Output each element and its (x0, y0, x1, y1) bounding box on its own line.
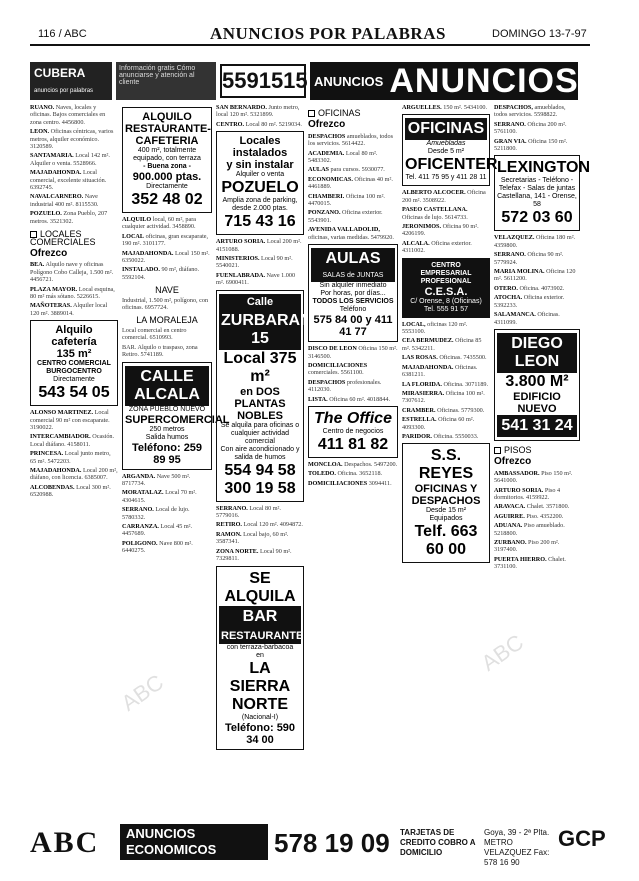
classified-item: LOCAL oficinas, gran escaparate, 190 m². 3101177. (122, 232, 209, 248)
classified-item: ESTRELLA. Oficina 60 m². 4093300. (402, 416, 475, 431)
column-5 (402, 104, 498, 814)
classified-item: LEON. Oficinas céntricas, varios metros, alquiler económico. 3120589. (30, 128, 114, 151)
classified-item: POZUELO. Zona Pueblo, 207 metros. 3521302. (30, 210, 108, 225)
classified-item: AGUIRRE. Piso. 4352200. (494, 512, 564, 520)
section-pisos: PISOS (494, 447, 580, 454)
classified-item: ARGUELLES. 150 m². 5434100. (402, 104, 488, 111)
ofrezco-label: Ofrezco (308, 119, 346, 131)
ad-zurbaran: Calle ZURBARAN, 15 Local 375 m² en DOS PLANTAS NOBLES Se alquila para oficinas o cualquier actividad comercial Con aire acondicionado y salida de humos 554 94 58 300 19 58 (216, 290, 304, 502)
classified-item: DESPACHOS amueblados, todos los servicios. 5614422. (308, 132, 393, 148)
classified-item: ADUANA. Piso amueblado. 5218800. (494, 522, 565, 537)
classified-item: ARAVACA. Chalet. 3571800. (494, 503, 570, 511)
classified-item: SERRANO. Local de lujo. 5780332. (122, 506, 190, 521)
page-header (0, 0, 620, 48)
banner-info: Información gratis Cómo anunciarse y atención al cliente (116, 62, 216, 100)
classified-item: MAJADAHONDA. Local 150 m². 6350022. (122, 249, 210, 265)
classified-item: MAJADAHONDA. Local 200 m², diáfano, con licencia. 6385007. (30, 467, 118, 482)
classified-item: ACADEMIA. Local 80 m². 5483302. (308, 149, 378, 165)
nave-text: Industrial, 1.500 m², polígono, con oficinas. 6957724. (122, 296, 209, 312)
classified-item: PUERTA HIERRO. Chalet. 3731100. (494, 555, 566, 571)
classified-item: VELAZQUEZ. Oficina 180 m². 4359800. (494, 234, 576, 249)
classified-item: RETIRO. Local 120 m². 4094872. (216, 521, 303, 529)
tarjetas-credito: TARJETAS DE CREDITO COBRO A DOMICILIO (400, 828, 476, 857)
ad-lexington: LEXINGTON Secretarias - Teléfono - Telefax - Salas de juntas Castellana, 141 - Orense, 58 572 03 60 (494, 155, 580, 231)
classified-item: ALBERTO ALCOCER. Oficina 200 m². 3508922. (402, 189, 486, 204)
page-date: DOMINGO 13-7-97 (492, 28, 587, 40)
classified-item: MORATALAZ. Local 70 m². 4304615. (122, 489, 197, 504)
footer-phone: 578 19 09 (274, 828, 390, 858)
header-rule (30, 44, 590, 46)
classified-item: AMBASSADOR. Piso 150 m². 5641000. (494, 469, 573, 485)
classified-item: LOCAL, oficinas 120 m². 5553100. (402, 320, 468, 336)
classified-item: SALAMANCA. Oficinas. 4311099. (494, 311, 560, 326)
abc-logo: ABC (30, 826, 100, 859)
page-number: 116 / ABC (38, 28, 87, 40)
ofrezco-label: Ofrezco (30, 247, 68, 259)
banner-anuncios: ANUNCIOS ANUNCIOS AN (310, 62, 578, 100)
classified-item: GRAN VIA. Oficina 150 m². 5211800. (494, 137, 568, 153)
nave-head: NAVE (155, 285, 179, 296)
classified-item: ECONOMICAS. Oficinas 40 m². 4461889. (308, 175, 393, 191)
ad-cafeteria: Alquilo cafetería 135 m² CENTRO COMERCIAL BURGOCENTRO Directamente 543 54 05 (30, 320, 118, 406)
classified-item: INTERCAMBIADOR. Ocasión. Local diáfano. 4158011. (30, 433, 115, 448)
classified-item: ZONA NORTE. Local 90 m². 7329811. (216, 547, 292, 563)
abc-watermark: ABC (116, 669, 169, 716)
classified-item: DESPACHOS profesionales. 4112030. (308, 378, 382, 394)
cubera-logo: CUBERA anuncios por palabras (30, 62, 112, 100)
column-6 (494, 104, 591, 814)
classified-item: SANTAMARIA. Local 142 m². Alquiler o venta. 5528966. (30, 152, 110, 167)
classified-item: OTERO. Oficina. 4073902. (494, 284, 565, 292)
ad-diego-leon: DIEGO LEON 3.800 M² EDIFICIO NUEVO 541 31 24 (494, 329, 580, 441)
classified-item: FUENLABRADA. Nave 1.000 m². 6900411. (216, 271, 296, 287)
classified-item: PONZANO. Oficina exterior. 5543901. (308, 209, 383, 224)
column-3 (216, 104, 317, 814)
classified-item: PASEO CASTELLANA. Oficinas de lujo. 5614733. (402, 206, 468, 221)
classified-item: CENTRO. Local 80 m². 5219034. (216, 120, 302, 128)
classified-item: ALQUILO local, 60 m², para cualquier actividad. 3458890. (122, 216, 197, 231)
classified-item: MAJADAHONDA. Local comercial, excelente situación. 6392745. (30, 169, 107, 192)
ad-cesa: CENTRO EMPRESARIAL PROFESIONAL C.E.S.A. C/ Orense, 8 (Oficinas) Tel. 555 91 57 (402, 258, 490, 318)
classified-item: CEA BERMUDEZ. Oficina 85 m². 5342211. (402, 337, 482, 352)
classified-item: SERRANO. Local 80 m². 5779016. (216, 504, 281, 520)
section-locales: LOCALES COMERCIALES (30, 229, 96, 247)
ad-ss-reyes: S.S. REYES OFICINAS Y DESPACHOS Desde 15 m² Equipados Telf. 663 60 00 (402, 443, 490, 563)
classified-item: SERRANO. Oficina 200 m². 5761100. (494, 120, 567, 136)
classified-item: JERONIMOS. Oficina 90 m². 4206199. (402, 223, 479, 238)
classified-item: RAMON. Local bajo, 60 m². 3587341. (216, 530, 289, 546)
ad-pozuelo: Locales instalados y sin instalar Alquiler o venta POZUELO Amplia zona de parking, desde 2.000 ptas. 715 43 16 (216, 131, 304, 235)
classified-item: INSTALADO. 90 m², diáfano. 5592104. (122, 266, 200, 281)
classified-item: DOMICILIACIONES 3094411. (308, 479, 392, 487)
banner-phone: 5591515 (220, 64, 306, 98)
column-1 (30, 104, 118, 814)
classified-item: AULAS para cursos. 5930077. (308, 166, 385, 174)
classified-item: ALCALA. Oficina exterior. 4311002. (402, 239, 472, 255)
anuncios-economicos: ANUNCIOS ECONOMICOS (120, 824, 268, 860)
footer-address: Goya, 39 - 2ª Plta. METRO VELAZQUEZ Fax: 578 16 90 (484, 828, 550, 867)
classified-item: ALONSO MARTINEZ. Local comercial 90 m² con escaparate. 3190022. (30, 409, 110, 431)
classified-item: ALCOBENDAS. Local 300 m². 6520988. (30, 483, 111, 499)
classified-item: LISTA. Oficina 60 m². 4018844. (308, 395, 391, 403)
classified-item: AVENIDA VALLADOLID, oficinas, varias medidas. 5479920. (308, 226, 394, 241)
classified-item: CRAMBER. Oficinas. 5779300. (402, 406, 485, 414)
bar-text: BAR. Alquilo o traspaso, zona Retiro. 5741189. (122, 343, 198, 359)
section-oficinas: OFICINAS (308, 110, 398, 117)
classified-item: PLAZA MAYOR. Local esquina, 80 m² más sótano. 5226615. (30, 285, 115, 300)
classified-item: MIRASIERRA. Oficina 100 m². 7307612. (402, 389, 485, 405)
classified-item: DESPACHOS, amueblados, todos servicios. 5598822. (494, 104, 566, 119)
classified-item: TOLEDO. Oficina. 3652118. (308, 470, 383, 478)
classified-item: ZURBANO. Piso 200 m². 3197400. (494, 538, 560, 554)
footer-banner (30, 822, 606, 867)
classified-item: MONCLOA. Despachos. 5497200. (308, 460, 398, 468)
ad-the-office: The Office Centro de negocios 411 81 82 (308, 406, 398, 458)
gcp-logo: GCP (558, 826, 606, 851)
classified-item: PARIDOR. Oficina. 5550033. (402, 432, 479, 440)
ad-calle-alcala: CALLE ALCALA ZONA PUEBLO NUEVO SUPERCOMERCIAL 250 metros Salida humos Teléfono: 259 89 95 (122, 362, 212, 470)
classified-item: MAÑOTERAS. Alquiler local 120 m². 3889014. (30, 302, 108, 317)
classified-item: ATOCHA. Oficina exterior. 5392233. (494, 294, 565, 309)
classified-item: LA FLORIDA. Oficina. 3071189. (402, 380, 489, 388)
ofrezco-label: Ofrezco (494, 456, 532, 468)
moraleja-head: LA MORALEJA (136, 315, 198, 326)
classified-item: NAVALCARNERO. Nave industrial 400 m². 8115530. (30, 193, 99, 208)
classified-item: ARTURO SORIA. Piso 4 dormitorios. 4159922. (494, 486, 561, 501)
classified-item: LAS ROSAS. Oficinas. 7435500. (402, 354, 487, 362)
classified-item: ARTURO SORIA. Local 200 m². 4151088. (216, 238, 302, 253)
classified-item: MARIA MOLINA. Oficina 120 m². 5611200. (494, 268, 576, 283)
moraleja-text: Local comercial en centro comercial. 6510993. (122, 326, 187, 342)
ad-bar-restaurante: SE ALQUILA BAR RESTAURANTE con terraza-barbacoa en LA SIERRA NORTE (Nacional-I) Teléfono: 590 34 00 (216, 566, 304, 750)
classified-item: SAN BERNARDO. Junto metro, local 120 m². 5321899. (216, 104, 300, 119)
classified-item: PRINCESA. Local junto metro, 65 m². 5472203. (30, 450, 111, 465)
ad-oficenter: OFICINAS Amuebladas Desde 5 m² OFICENTER Tel. 411 75 95 y 411 28 11 (402, 114, 490, 186)
classified-item: DOMICILIACIONES comerciales. 5561100. (308, 361, 368, 377)
classified-item: CHAMBERI. Oficina 100 m². 4470015. (308, 192, 385, 208)
column-4 (308, 104, 398, 814)
classified-item: CARRANZA. Local 45 m². 4457689. (122, 522, 193, 538)
classified-item: ARGANDA. Nave 500 m². 8717734. (122, 472, 191, 487)
abc-watermark: ABC (476, 629, 529, 676)
ad-restaurante: ALQUILO RESTAURANTE-CAFETERIA 400 m², totalmente equipado, con terraza - Buena zona - 900.000 ptas. Directamente 352 48 02 (122, 107, 212, 213)
classified-item: DISCO DE LEON Oficina 150 m². 3146500. (308, 345, 398, 360)
classified-item: MAJADAHONDA. Oficinas. 6381211. (402, 363, 478, 379)
classified-item: SERRANO. Oficina 90 m². 5779924. (494, 251, 564, 266)
top-banner (30, 62, 639, 100)
classified-item: RUANO. Naves, locales y oficinas. Bajos comerciales en zona centro. 4456800. (30, 104, 106, 126)
section-title: ANUNCIOS POR PALABRAS (210, 24, 446, 43)
classified-item: POLIGONO. Nave 800 m². 6440275. (122, 539, 193, 555)
classified-item: MINISTERIOS. Local 90 m². 5540021. (216, 255, 293, 270)
classified-item: BEA. Alquilo nave y oficinas Polígono Cobo Calleja, 1.500 m². 4456721. (30, 261, 114, 284)
ad-aulas: AULAS SALAS de JUNTAS Sin alquiler inmediato Por horas, por días... TODOS LOS SERVICIOS Teléfono 575 84 00 y 411 41 77 (308, 244, 398, 342)
